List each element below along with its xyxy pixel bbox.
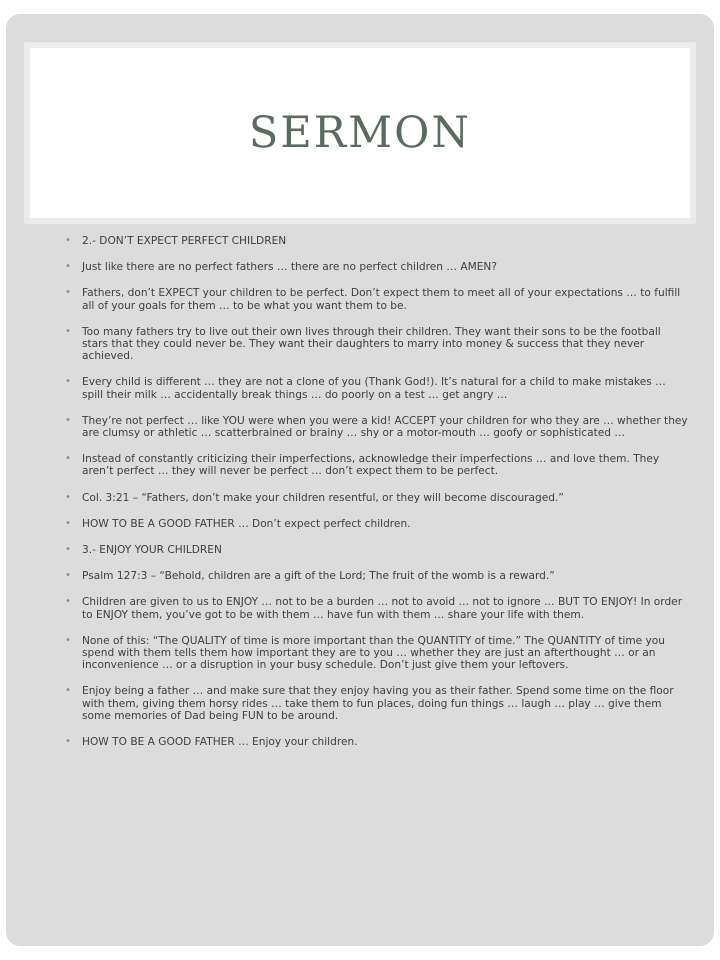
title-frame bbox=[24, 42, 696, 224]
bullet-item: • Children are given to us to ENJOY … not to be a burden … not to avoid … not to ignore … BUT TO ENJOY! In order to ENJOY them, you’ve got to be with them … have fun with them … share your life with them. bbox=[78, 596, 688, 620]
bullet-item: • Instead of constantly criticizing their imperfections, acknowledge their imperfections … and love them. They aren’t perfect … they will never be perfect … don’t expect them to be perfect. bbox=[78, 453, 688, 477]
bullet-item: • Too many fathers try to live out their own lives through their children. They want their sons to be the football stars that they could never be. They want their daughters to marry into money & success that they never achieved. bbox=[78, 326, 688, 363]
bullet-item: • 3.- ENJOY YOUR CHILDREN bbox=[78, 544, 688, 556]
bullet-item: • HOW TO BE A GOOD FATHER … Don’t expect perfect children. bbox=[78, 518, 688, 530]
bullet-list bbox=[78, 235, 688, 762]
slide bbox=[6, 14, 714, 946]
bullet-item: • Fathers, don’t EXPECT your children to be perfect. Don’t expect them to meet all of your expectations … to fulfill all of your goals for them … to be what you want them to be. bbox=[78, 287, 688, 311]
slide-title: SERMON bbox=[248, 108, 472, 158]
title-box bbox=[30, 48, 690, 218]
bullet-item: • Psalm 127:3 – “Behold, children are a gift of the Lord; The fruit of the womb is a reward.” bbox=[78, 570, 688, 582]
bullet-item: • None of this: “The QUALITY of time is more important than the QUANTITY of time.” The QUANTITY of time you spend with them tells them how important they are to you … whether they are just an afterthought … or an inconvenience … or a disruption in your busy schedule. Don’t just give them your leftovers. bbox=[78, 635, 688, 672]
bullet-item: • 2.- DON’T EXPECT PERFECT CHILDREN bbox=[78, 235, 688, 247]
bullet-item: • Col. 3:21 – “Fathers, don’t make your children resentful, or they will become discouraged.” bbox=[78, 492, 688, 504]
bullet-item: • Enjoy being a father … and make sure that they enjoy having you as their father. Spend some time on the floor with them, giving them horsy rides … take them to fun places, doing fun things … laugh … play … give them some memories of Dad being FUN to be around. bbox=[78, 685, 688, 722]
bullet-item: • They’re not perfect … like YOU were when you were a kid! ACCEPT your children for who they are … whether they are clumsy or athletic … scatterbrained or brainy … shy or a motor-mouth … goofy or sophisticated … bbox=[78, 415, 688, 439]
bullet-item: • HOW TO BE A GOOD FATHER … Enjoy your children. bbox=[78, 736, 688, 748]
bullet-item: • Just like there are no perfect fathers … there are no perfect children … AMEN? bbox=[78, 261, 688, 273]
bullet-item: • Every child is different … they are not a clone of you (Thank God!). It’s natural for a child to make mistakes … spill their milk … accidentally break things … do poorly on a test … get angry … bbox=[78, 376, 688, 400]
